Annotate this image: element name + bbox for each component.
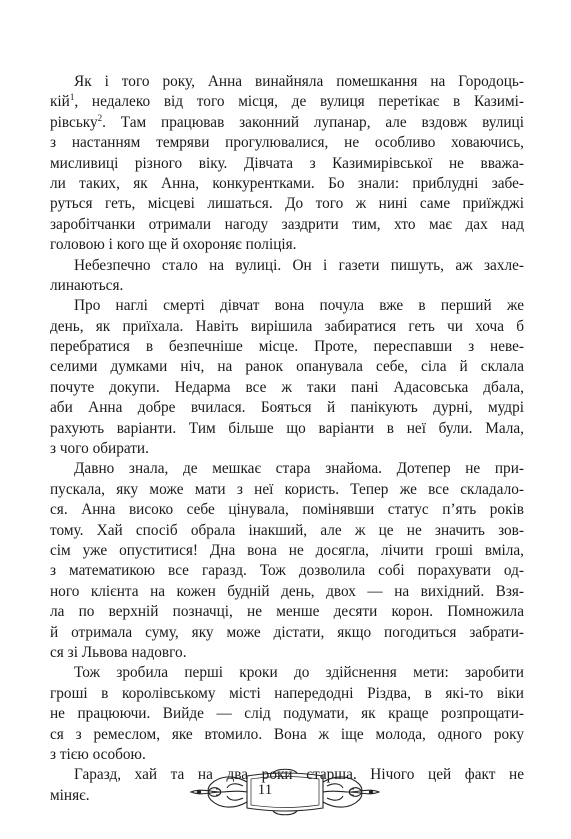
text-line: Давно знала, де мешкає стара знайома. Дотепер не при- [74,460,524,478]
text-line: ла по верхній позначці, не менше десяти корон. Помножила [50,603,524,621]
footnote-mark: 1 [69,92,75,103]
text-line: аби Анна добре вчилася. Бояться й панікують дурні, мудрі [50,399,524,417]
text-line: ся з ремеслом, яке втомило. Вона ж іще молода, одного року [50,725,524,743]
text-line: рівську$^2$. Там працював законний лупанар, але вздовж вулиці [50,112,524,131]
page-number: 11 [257,782,273,798]
text-line: й отримала суму, яку може дістати, якщо погодиться забрати- [50,623,524,641]
text-line: Тож зробила перші кроки до здійснення мети: заробити [74,664,524,682]
text-line: ся. Анна високо себе цінувала, помінявши статус п’ять років [50,501,524,519]
text-line: заробітчанки отримали нагоду заздрити тим, хто має дах над [50,215,524,233]
text-line: головою і кого ще й охороняє поліція. [50,236,297,254]
text-line: линаються. [50,276,124,294]
text-line: сім уже опуститися! Дна вона не досягла, лічити гроші вміла, [50,541,524,559]
text-line: почуте докупи. Недарма все ж таки пані Адасовська дбала, [50,378,524,396]
text-line: руться геть, місцеві лишаться. До того ж нині саме приїжджі [50,195,524,213]
text-line: тому. Хай спосіб обрала інакший, але ж це не значить зов- [50,521,524,539]
text-line: кій$^1$, недалеко від того місця, де вулиця перетікає в Казимі- [50,92,524,111]
text-line: рахують варіанти. Тим більше що варіанти в неї були. Мала, [50,419,524,437]
text-line: перебратися в безпечніше місце. Проте, переспавши з неве- [50,338,524,356]
text-line: міняє. [50,786,90,804]
text-line: не працюючи. Вийде — слід подумати, як краще розпрощати- [50,705,524,723]
text-line: день, як приїхала. Навіть вирішила забиратися геть чи хоча б [50,317,524,335]
text-line: пускала, яку може мати з неї користь. Тепер же все складало- [50,480,524,498]
text-line: мисливиці різного віку. Дівчата з Казимирівської не вважа- [50,154,524,172]
footnote-mark: 2 [97,112,103,123]
text-line: ся зі Львова надовго. [50,643,187,661]
text-line: з математикою все гаразд. Тож дозволила собі порахувати од- [50,562,524,580]
text-line: Як і того року, Анна винайняла помешкання на Городоць- [74,73,524,90]
text-line: з чого обирати. [50,440,149,458]
page-footer [0,768,571,818]
text-line: ного клієнта на кожен будній день, двох — на вихідний. Взя- [50,582,524,600]
text-line: гроші в королівському місті напередодні Різдва, в які-то віки [50,684,524,702]
body-text [50,72,524,806]
text-line: з настанням темряви прогулювалися, не особливо ховаючись, [50,134,524,152]
text-line: ли таких, як Анна, конкурентками. Бо знали: приблудні забе- [50,174,524,192]
text-line: селими думками ніч, на ранок опанувала себе, сіла й склала [50,358,524,376]
text-line: Небезпечно стало на вулиці. Он і газети пишуть, аж захле- [74,256,524,274]
text-line: Гаразд, хай та на два роки старша. Нічого цей факт не [74,766,524,784]
text-line: з тією особою. [50,745,146,763]
text-line: Про наглі смерті дівчат вона почула вже в перший же [74,297,524,315]
